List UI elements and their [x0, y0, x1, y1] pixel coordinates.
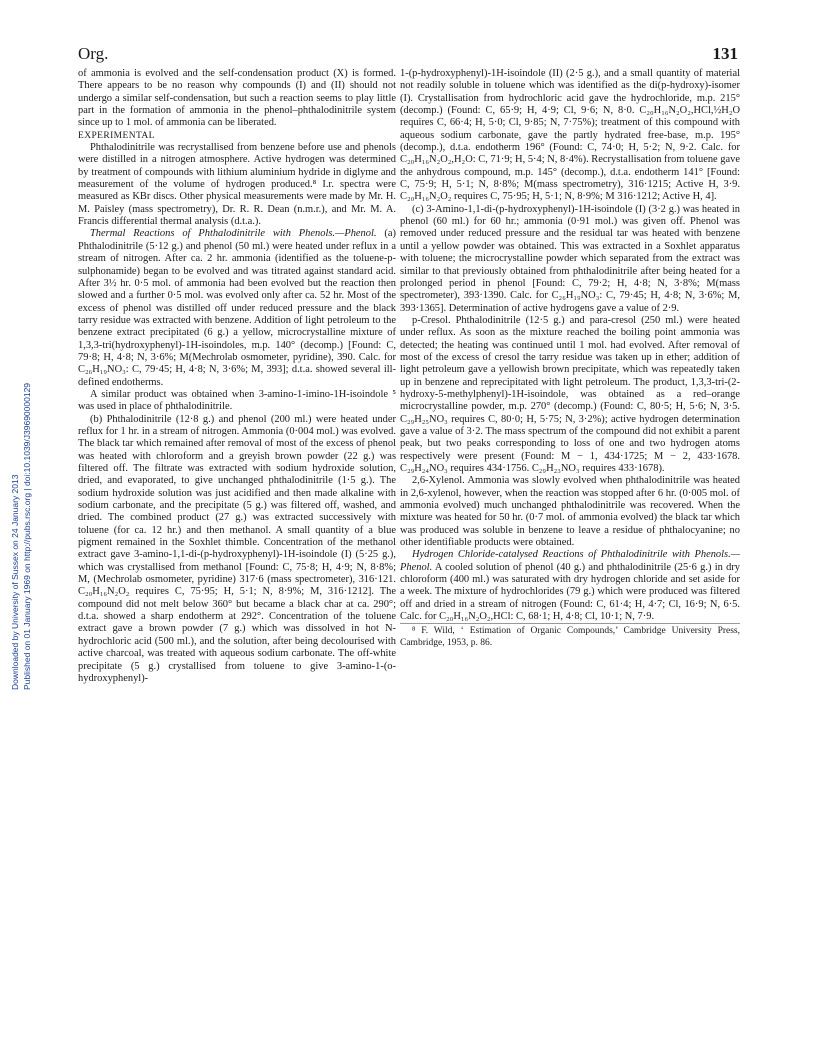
journal-section-label: Org. — [78, 44, 109, 63]
paragraph: Phthalodinitrile was recrystallised from benzene before use and phenols were distilled in a nitrogen atmosphere. Active hydrogen was determined by treatment of compounds with lithium aluminium hydride in diglyme and measurement of the volume of hydrogen produced.⁸ I.r. spectra were measured as KBr discs. Other physical measurements were made by Mr. H. M. Paisley (mass spectrometry), Dr. R. R. Dean (n.m.r.), and Mr. M. A. Francis differential thermal analysis (d.t.a.). — [78, 142, 396, 228]
paragraph — [400, 549, 740, 623]
right-column — [400, 68, 740, 649]
published-notice[interactable]: Published on 01 January 1969 on http://pubs.rsc.org | doi:10.1039/J39690000129 — [22, 382, 32, 690]
paragraph: A similar product was obtained when 3-amino-1-imino-1H-isoindole ⁵ was used in place of phthalodinitrile. — [78, 388, 396, 413]
section-heading: EXPERIMENTAL — [78, 130, 155, 141]
downloaded-notice[interactable]: Downloaded by University of Sussex on 24 January 2013 — [10, 474, 20, 690]
paragraph: p-Cresol. Phthalodinitrile (12·5 g.) and para-cresol (250 ml.) were heated under reflux. As soon as the mixture reached the boiling point ammonia was detected; the heating was continued until 1 mol. had evolved. After removal of most of the excess of cresol the tarry residue was taken up in ether; addition of light petroleum gave a yellowish brown precipitate, which was repeatedly taken up in benzene and reprecipitated with light petroleum. The product, 1,3,3-tri-(2-hydroxy-5-methylphenyl)-1H-isoindole, was obtained as a red–orange microcrystalline powder, m.p. 270° (decomp.) (Found: C, 80·5; H, 5·6; N, 3·5. C₂₉H₂₅NO₃ requires C, 80·0; H, 5·75; N, 3·2%); active hydrogen determination gave a value of 3·2. The mass spectrum of the compound did not exhibit a parent peak, but two peaks corresponding to loss of one and two hydrogen atoms respectively were present (Found: M − 1, 434·1725; M − 2, 433·1678. C₂₉H₂₄NO₃ requires 434·1756. C₂₉H₂₃NO₃ requires 433·1678). — [400, 314, 740, 474]
page-number: 131 — [712, 44, 738, 63]
left-column — [78, 68, 396, 685]
download-sidebar — [6, 250, 32, 750]
paragraph: (b) Phthalodinitrile (12·8 g.) and phenol (200 ml.) were heated under reflux for 1 hr. in a stream of nitrogen. Ammonia (0·004 mol.) was evolved. The black tar which remained after removal of most of the excess of phenol was heated with chloroform and a greyish brown powder (22 g.) was filtered off. The filtrate was extracted with sodium hydroxide solution, dried, and evaporated, to give unchanged phthalodinitrile (1·5 g.). The sodium hydroxide solution was just acidified and then made alkaline with sodium carbonate, and the precipitate (5 g.) was filtered off, washed, and dried. The combined product (27 g.) was extracted successively with toluene (for ca. 12 hr.) and then methanol. A small quantity of a blue pigment remained in the Soxhlet thimble. Concentration of the methanol extract gave 3-amino-1,1-di-(p-hydroxyphenyl)-1H-isoindole (I) (5·25 g.), which was crystallised from methanol [Found: C, 75·8; H, 4·9; N, 8·8%; M, (Mechrolab osmometer, pyridine) 317·6 (mass spectrometer), 316·121. C₂₀H₁₆N₂O₂ requires C, 75·95; H, 5·1; N, 8·9%; M, 316·1212]. The compound did not melt below 360° but became a black char at ca. 290°; d.t.a. showed a sharp endotherm at 292°. Concentration of the toluene extract gave a brown powder (7 g.) which was dissolved in hot N-hydrochloric acid (500 ml.), and the solution, after being decolourised with active charcoal, was treated with aqueous sodium carbonate. The off-white precipitate (5 g.) crystallised from toluene to give 3-amino-1-(o-hydroxyphenyl)- — [78, 413, 396, 684]
paragraph: (c) 3-Amino-1,1-di-(p-hydroxyphenyl)-1H-isoindole (I) (3·2 g.) was heated in phenol (60 ml.) for 60 hr.; ammonia (0·91 mol.) was given off. Phenol was removed under reduced pressure and the residual tar was heated with benzene until a yellow powder was obtained. This was extracted in a Soxhlet apparatus with toluene; the microcrystalline powder which separated from the extract was similar to that previously obtained from phthalodinitrile after being heated for a prolonged period in phenol [Found: C, 79·2; H, 4·8; N, 3·8%; M(mass spectrometer), 393·1390. Calc. for C₂₆H₁₉NO₃: C, 79·45; H, 4·8; N, 3·6%; M, 393·1365]. Determination of active hydrogens gave a value of 2·9. — [400, 203, 740, 314]
subsection-heading: Hydrogen Chloride-catalysed Reactions of Phthalodinitrile with Phenols.—Phenol. — [400, 549, 740, 573]
paragraph — [78, 228, 396, 388]
subsection-heading: Thermal Reactions of Phthalodinitrile with Phenols.—Phenol. — [90, 228, 377, 240]
paragraph: 1-(p-hydroxyphenyl)-1H-isoindole (II) (2·5 g.), and a small quantity of material not readily soluble in toluene which was identified as the di(p-hydroxy)-isomer (I). Crystallisation from hydrochloric acid gave the hydrochloride, m.p. 215° (decomp.) (Found: C, 65·9; H, 4·9; Cl, 9·6; N, 8·0. C₂₀H₁₆N₂O₂,HCl,½H₂O requires C, 66·4; H, 5·0; Cl, 9·85; N, 7·75%); treatment of this compound with aqueous sodium carbonate, gave the partly hydrated free-base, m.p. 195° (decomp.), d.t.a. endotherm 196° (Found: C, 74·0; H, 5·2; N, 9·2. Calc. for C₂₀H₁₆N₂O₂,H₂O: C, 71·9; H, 5·4; N, 8·4%). Recrystallisation from toluene gave the anhydrous compound, m.p. 145° (decomp.), d.t.a. endotherm 141° [Found: C, 75·9; H, 5·1; N, 8·8%; M(mass spectrometry), 316·1215; Active H, 3·9. C₂₀H₁₆N₂O₂ requires C, 75·95; H, 5·1; N, 8·9%; M 316·1212; Active H, 4]. — [400, 68, 740, 203]
footnote: ⁸ F. Wild, ‘ Estimation of Organic Compounds,’ Cambridge University Press, Cambridge, 1953, p. 86. — [400, 623, 740, 649]
paragraph: of ammonia is evolved and the self-condensation product (X) is formed. There appears to be no reason why compounds (I) and (II) should not undergo a similar self-condensation, but such a reaction seems to play little part in the formation of ammonia in the phenol–phthalodinitrile system since up to 1 mol. of ammonia can be liberated. — [78, 68, 396, 129]
paragraph: 2,6-Xylenol. Ammonia was slowly evolved when phthalodinitrile was heated in 2,6-xylenol, however, when the reaction was stopped after 6 hr. (0·005 mol. of ammonia evolved) much unchanged phthalodinitrile was recovered. When the mixture was heated for 50 hr. (0·7 mol. of ammonia evolved) the black tar which was produced was soluble in benzene to leave a residue of phthalocyanine; no other identifiable products were obtained. — [400, 475, 740, 549]
paragraph-text: (a) Phthalodinitrile (5·12 g.) and phenol (50 ml.) were heated under reflux in a stream of nitrogen. After ca. 2 hr. ammonia (identified as the toluene-p-sulphonamide) began to be evolved and was titrated against standard acid. After 3½ hr. 0·5 mol. of ammonia had been evolved but the reaction then slowed and a further 0·5 mol. was evolved only after ca. 52 hr. Most of the excess of phenol was distilled off under reduced pressure and the black tarry residue was extracted with benzene. Addition of light petroleum to the benzene extract precipitated (6 g.) a yellow, microcrystalline mixture of 1,3,3-tri(hydroxyphenyl)-1H-isoindoles, m.p. 140° (decomp.) [Found: C, 79·8; H, 4·8; N, 3·6%; M(Mechrolab osmometer, pyridine), 390. Calc. for C₂₆H₁₉NO₃: C, 79·45; H, 4·8; N, 3·6%; M, 393]; d.t.a. showed several ill-defined endotherms. — [78, 228, 396, 388]
paragraph-text: A cooled solution of phenol (40 g.) and phthalodinitrile (25·6 g.) in dry chloroform (400 ml.) was saturated with dry hydrogen chloride and set aside for a week. The mixture of hydrochlorides (79 g.) which were produced was filtered off and dried in a stream of nitrogen (Found: C, 61·4; H, 4·7; Cl, 16·9; N, 6·5. Calc. for C₂₀H₁₆N₂O₂,HCl: C, 68·1; H, 4·8; Cl, 10·1; N, 7·9. — [400, 561, 740, 623]
